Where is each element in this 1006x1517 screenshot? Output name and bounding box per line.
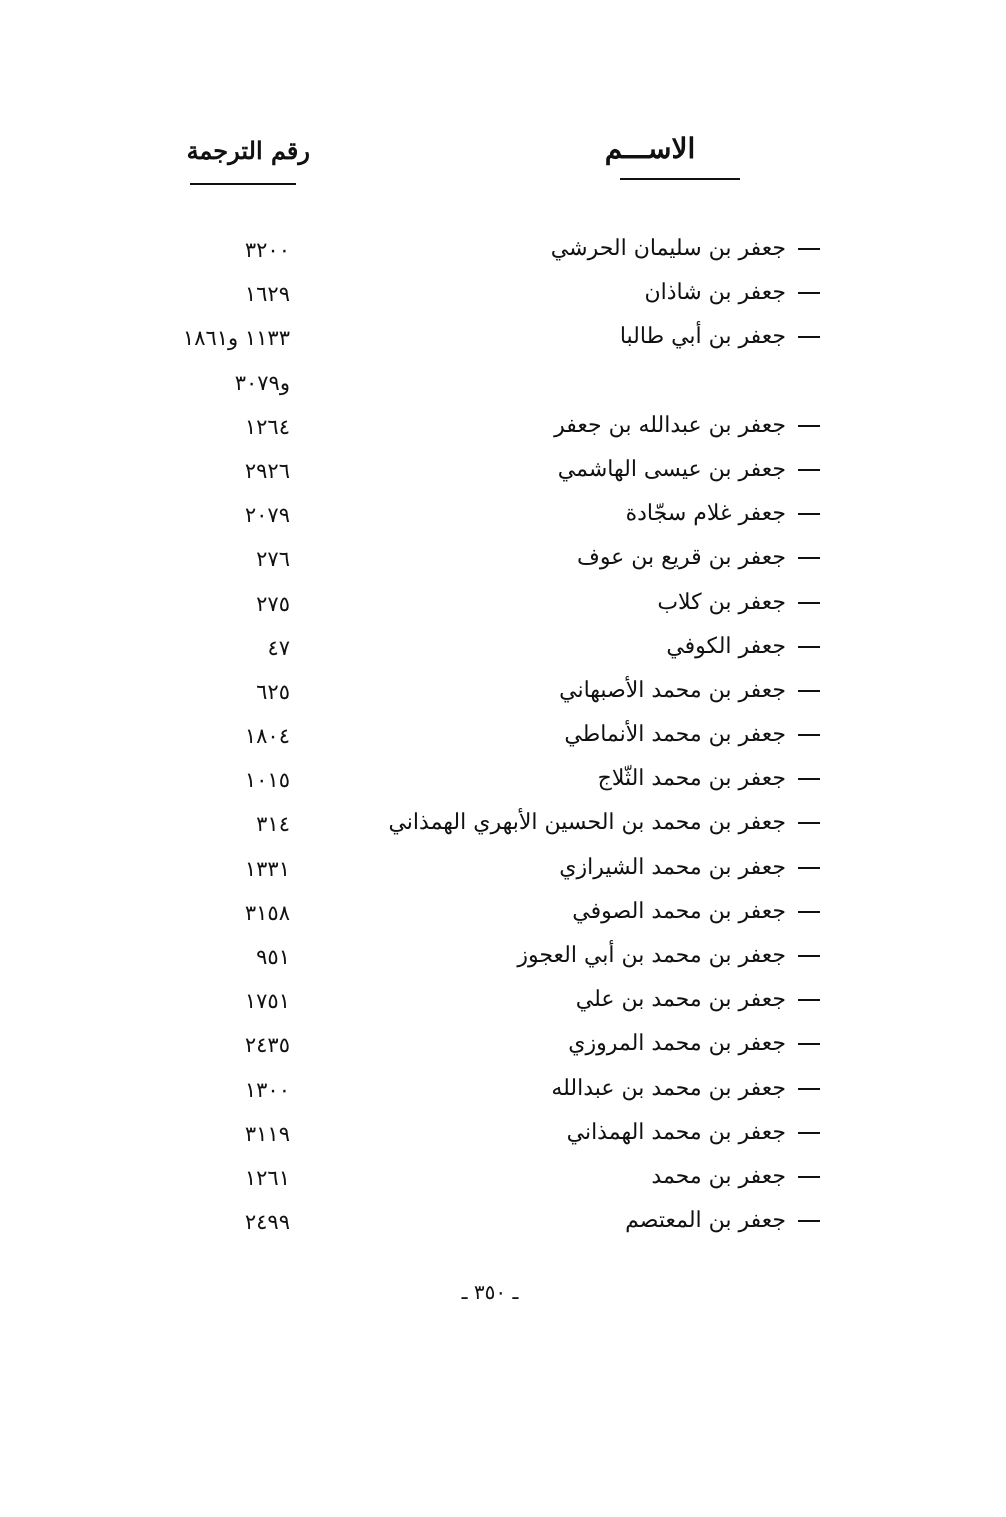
entry-dash <box>798 1220 820 1222</box>
entry-name: جعفر بن محمد بن الحسين الأبهري الهمذاني <box>300 810 820 835</box>
entry-name: جعفر بن محمد بن أبي العجوز <box>300 943 820 968</box>
entry-dash <box>798 822 820 824</box>
number-column-heading: رقم الترجمة <box>186 136 310 165</box>
entry-dash <box>798 1132 820 1134</box>
entry-name: جعفر بن محمد <box>300 1164 820 1189</box>
entry-name: جعفر بن محمد بن عبدالله <box>300 1076 820 1101</box>
entry-number: ١٣٠٠ <box>244 1077 290 1102</box>
list-item <box>0 1204 1006 1248</box>
entry-dash <box>798 602 820 604</box>
entry-name: جعفر بن عبدالله بن جعفر <box>300 413 820 438</box>
list-item <box>0 586 1006 630</box>
entry-number: ١٣٣١ <box>244 856 290 881</box>
list-item <box>0 541 1006 585</box>
entry-dash <box>798 1176 820 1178</box>
entry-name: جعفر بن شاذان <box>300 280 820 305</box>
entry-number: ٣١١٩ <box>244 1121 290 1146</box>
number-heading-underline <box>190 183 296 185</box>
entry-dash <box>798 1043 820 1045</box>
entry-name: جعفر بن محمد المروزي <box>300 1031 820 1056</box>
entry-dash <box>798 557 820 559</box>
entry-dash <box>798 1088 820 1090</box>
entry-dash <box>798 513 820 515</box>
entry-name: جعفر بن محمد الشيرازي <box>300 855 820 880</box>
entry-number: ٢٧٦ <box>256 547 290 572</box>
entry-dash <box>798 336 820 338</box>
list-item <box>0 983 1006 1027</box>
entry-dash <box>798 778 820 780</box>
entries-list <box>0 232 1006 1248</box>
entry-dash <box>798 469 820 471</box>
entry-number: ٩٥١ <box>256 945 290 969</box>
entry-name: جعفر بن محمد الأنماطي <box>300 722 820 747</box>
entry-number: ٢٧٥ <box>256 591 290 616</box>
list-item <box>0 232 1006 276</box>
entry-dash <box>798 867 820 869</box>
list-item <box>0 320 1006 364</box>
entry-name: جعفر بن محمد الأصبهاني <box>300 678 820 703</box>
list-item <box>0 1072 1006 1116</box>
entry-number: ٣٢٠٠ <box>244 238 290 262</box>
list-item <box>0 718 1006 762</box>
entry-name: جعفر بن أبي طالبا <box>300 324 820 349</box>
entry-number: ٢٤٩٩ <box>244 1210 290 1235</box>
name-heading-underline <box>620 178 740 180</box>
entry-dash <box>798 999 820 1001</box>
entry-dash <box>798 425 820 427</box>
entry-number: ١٧٥١ <box>244 989 290 1014</box>
entry-number: ١٠١٥ <box>244 768 290 793</box>
list-item <box>0 806 1006 850</box>
entry-name: جعفر بن محمد الثّلاج <box>300 766 820 791</box>
list-item <box>0 851 1006 895</box>
entry-number: ١١٣٣ و١٨٦١ <box>182 326 290 351</box>
entry-name: جعفر غلام سجّادة <box>300 501 820 526</box>
entry-name: جعفر بن المعتصم <box>300 1208 820 1233</box>
entry-dash <box>798 248 820 250</box>
entry-name: جعفر بن محمد بن علي <box>300 987 820 1012</box>
entry-number: ١٢٦٤ <box>244 414 290 439</box>
entry-number: ١٢٦١ <box>244 1165 290 1190</box>
entry-name: جعفر بن سليمان الحرشي <box>300 236 820 261</box>
list-item <box>0 453 1006 497</box>
list-item <box>0 762 1006 806</box>
entry-number: ٣١٥٨ <box>244 900 290 925</box>
list-item <box>0 1116 1006 1160</box>
entry-number: ١٦٢٩ <box>244 282 290 307</box>
entry-dash <box>798 955 820 957</box>
name-column-heading: الاســـم <box>604 132 696 165</box>
entry-number: ٢٤٣٥ <box>244 1033 290 1058</box>
entry-dash <box>798 292 820 294</box>
entry-number: ٤٧ <box>267 635 290 660</box>
entry-number: ٣١٤ <box>256 812 290 837</box>
list-item <box>0 939 1006 983</box>
list-item <box>0 497 1006 541</box>
entry-number: و٣٠٧٩ <box>234 370 290 395</box>
entry-name: جعفر بن محمد الصوفي <box>300 899 820 924</box>
entry-name: جعفر بن عيسى الهاشمي <box>300 457 820 482</box>
entry-dash <box>798 911 820 913</box>
list-item <box>0 365 1006 409</box>
entry-name: جعفر الكوفي <box>300 634 820 659</box>
entry-dash <box>798 690 820 692</box>
entry-number: ٦٢٥ <box>256 679 290 704</box>
list-item <box>0 1160 1006 1204</box>
entry-dash <box>798 734 820 736</box>
entry-name: جعفر بن قريع بن عوف <box>300 545 820 570</box>
list-item <box>0 674 1006 718</box>
page-number: ـ ٣٥٠ ـ <box>461 1280 519 1304</box>
entry-dash <box>798 646 820 648</box>
entry-name: جعفر بن محمد الهمذاني <box>300 1120 820 1145</box>
list-item <box>0 630 1006 674</box>
entry-number: ١٨٠٤ <box>244 724 290 749</box>
entry-number: ٢٠٧٩ <box>244 503 290 528</box>
list-item <box>0 409 1006 453</box>
entry-number: ٢٩٢٦ <box>244 458 290 483</box>
list-item <box>0 895 1006 939</box>
list-item <box>0 276 1006 320</box>
entry-name: جعفر بن كلاب <box>300 590 820 615</box>
list-item <box>0 1027 1006 1071</box>
